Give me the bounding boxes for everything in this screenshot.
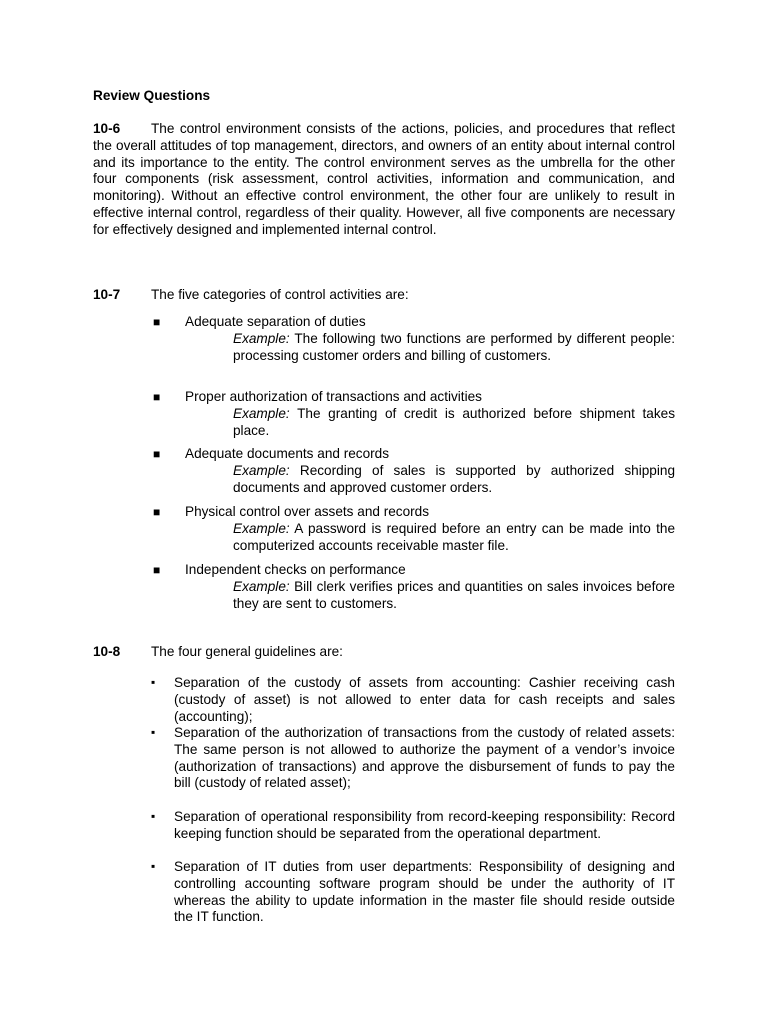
- example-label: Example:: [233, 331, 290, 346]
- small-square-bullet-icon: ▪: [151, 859, 156, 873]
- example-label: Example:: [233, 579, 290, 594]
- category-title: Physical control over assets and records: [185, 504, 430, 519]
- example-text: The granting of credit is authorized before shipment takes place.: [233, 406, 675, 438]
- list-item: [93, 809, 675, 843]
- guideline-text: Separation of the authorization of transactions from the custody of related assets: The same person is not allowed to authorize the payment of a vendor’s invoice (authorization of transactions) and approve the disbursement of funds to pay the bill (custody of related asset);: [174, 725, 675, 791]
- category-example: [233, 579, 675, 613]
- category-title: Adequate documents and records: [185, 446, 390, 461]
- guideline-text: Separation of the custody of assets from accounting: Cashier receiving cash (custody of asset) is not allowed to enter data for cash receipts and sales (accounting);: [174, 675, 675, 724]
- guideline-text: Separation of operational responsibility from record-keeping responsibility: Record keeping function should be separated from the operational department.: [174, 809, 675, 841]
- section-heading: Review Questions: [93, 88, 211, 103]
- square-bullet-icon: ■: [153, 390, 161, 404]
- answer-text: The control environment consists of the actions, policies, and procedures that reflect the overall attitudes of top management, directors, and owners of an entity about internal control and its importance to the entity. The control environment serves as the umbrella for the other four components (risk assessment, control activities, information and communication, and monitoring). Without an effective control environment, the other four are unlikely to result in effective internal control, regardless of their quality. However, all five components are necessary for effectively designed and implemented internal control.: [93, 121, 675, 237]
- question-intro: The four general guidelines are:: [151, 644, 343, 659]
- question-number: 10-7: [93, 287, 121, 302]
- square-bullet-icon: ■: [153, 447, 161, 461]
- example-label: Example:: [233, 463, 290, 478]
- question-intro: The five categories of control activities are:: [151, 287, 409, 302]
- category-title: Proper authorization of transactions and activities: [185, 389, 482, 404]
- question-number: 10-6: [93, 121, 121, 136]
- example-text: Recording of sales is supported by authorized shipping documents and approved customer orders.: [233, 463, 675, 495]
- category-title: Adequate separation of duties: [185, 314, 366, 329]
- category-example: [233, 406, 675, 440]
- category-example: [233, 521, 675, 555]
- list-item: [93, 725, 675, 792]
- answer-paragraph: [93, 121, 675, 239]
- example-text: The following two functions are performed by different people: processing customer orders and billing of customers.: [233, 331, 675, 363]
- question-10-8: [93, 644, 675, 934]
- category-title: Independent checks on performance: [185, 562, 406, 577]
- small-square-bullet-icon: ▪: [151, 725, 156, 739]
- small-square-bullet-icon: ▪: [151, 809, 156, 823]
- question-10-7: [93, 287, 675, 617]
- list-item: [93, 859, 675, 926]
- small-square-bullet-icon: ▪: [151, 675, 156, 689]
- question-10-6: [93, 121, 675, 239]
- square-bullet-icon: ■: [153, 315, 161, 329]
- example-label: Example:: [233, 406, 290, 421]
- list-item: [93, 675, 675, 725]
- category-example: [233, 463, 675, 497]
- guideline-text: Separation of IT duties from user departments: Responsibility of designing and controlling accounting software program should be under the authority of IT whereas the ability to update information in the master file should reside outside the IT function.: [174, 859, 675, 925]
- square-bullet-icon: ■: [153, 505, 161, 519]
- example-text: A password is required before an entry can be made into the computerized accounts receivable master file.: [233, 521, 675, 553]
- question-number: 10-8: [93, 644, 121, 659]
- example-text: Bill clerk verifies prices and quantities on sales invoices before they are sent to customers.: [233, 579, 675, 611]
- square-bullet-icon: ■: [153, 563, 161, 577]
- category-example: [233, 331, 675, 365]
- example-label: Example:: [233, 521, 290, 536]
